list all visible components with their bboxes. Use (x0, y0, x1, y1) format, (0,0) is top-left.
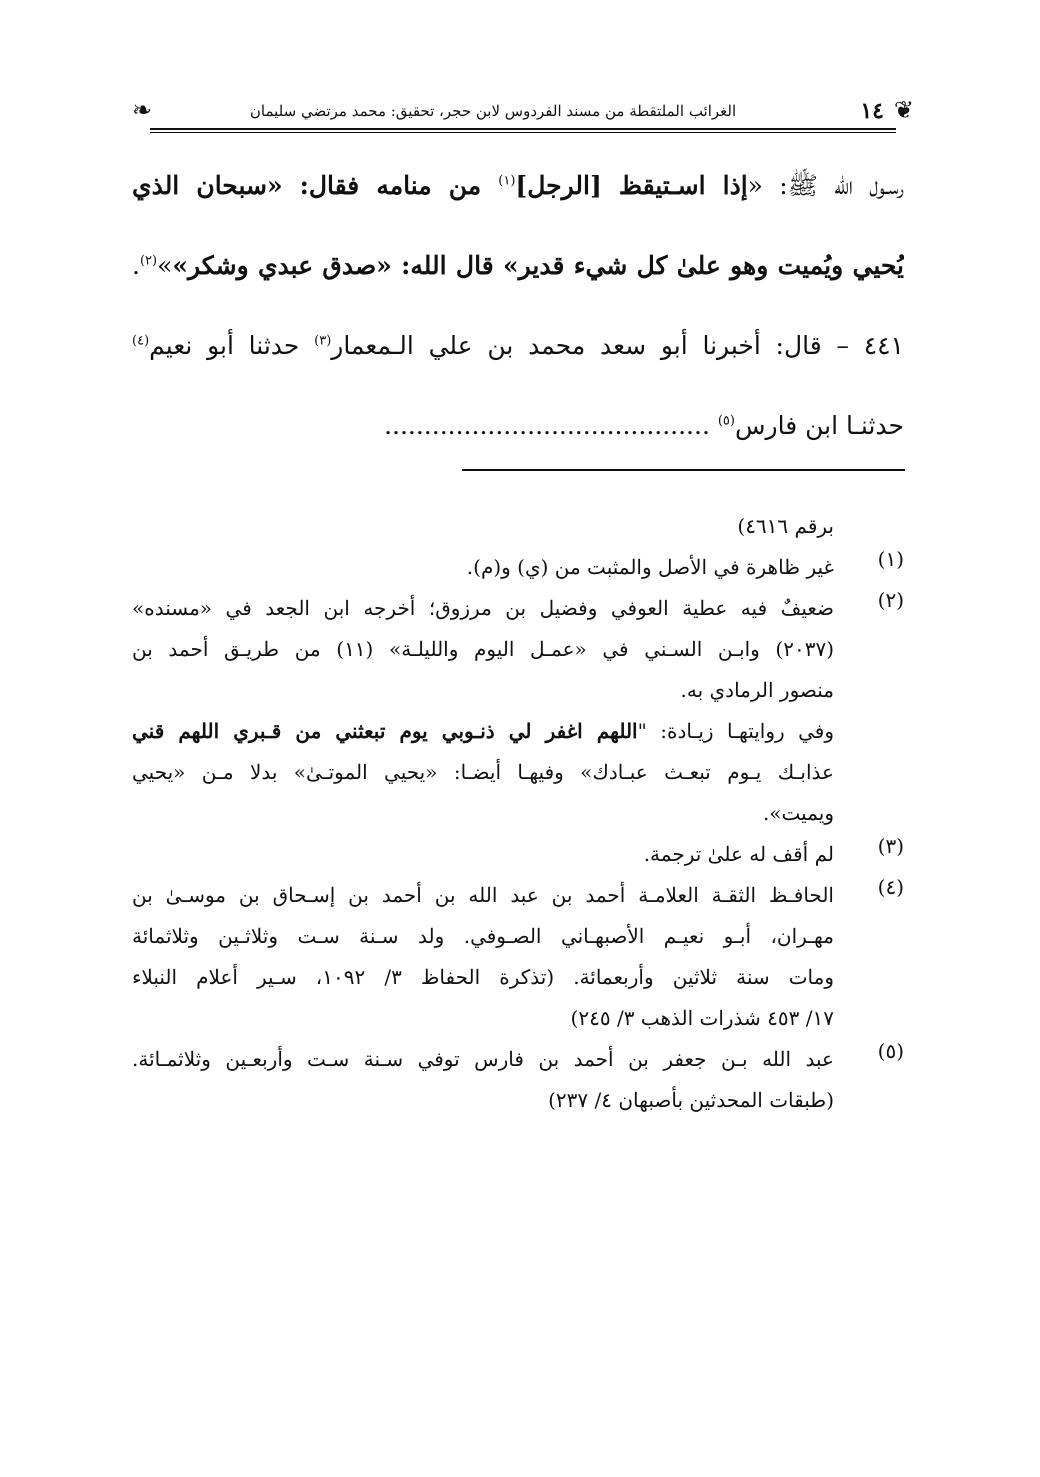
header-rule (150, 128, 896, 130)
main-text (132, 146, 904, 466)
footnote-line: ويميت». (762, 801, 834, 825)
hadith-text: إذا اسـتيقظ [الرجل] (515, 171, 748, 200)
footnote-supplication: اللهم اغفر لي ذنـوبي يوم تبعثني من قـبري اللهم قني (132, 719, 638, 743)
footnote-separator (462, 469, 905, 471)
ellipsis-dots: ......................................... (384, 411, 718, 440)
footnote-line: (٢٠٣٧) وابـن السـني في «عمـل اليوم والليلـة» (١١) من طريـق أحمد بن (132, 637, 834, 661)
footnote-line: (طبقات المحدثين بأصبهان ٤/ ٢٣٧) (548, 1088, 834, 1112)
running-header (132, 92, 914, 132)
footnote-line: لم أقف له علىٰ ترجمة. (643, 842, 834, 866)
footnote-ref-5: (٥) (717, 413, 735, 429)
main-line-1 (132, 146, 904, 226)
main-text-span: ٤٤١ – قال: أخبرنا أبو سعد محمد بن علي الـمعمار (331, 331, 904, 360)
footnote-line: ١٧/ ٤٥٣ شذرات الذهب ٣/ ٢٤٥) (570, 1006, 834, 1030)
footnotes (132, 506, 904, 1121)
footnote-5 (132, 1039, 904, 1121)
footnote-line (132, 711, 834, 752)
footnote-line: ومات سنة ثلاثين وأربعمائة. (تذكرة الحفاظ ٣/ ١٠٩٢، سـير أعلام النبلاء (132, 965, 834, 989)
footnote-ref-1: (١) (498, 173, 516, 189)
footnote-number: (٣) (877, 834, 904, 858)
main-text-span: حدثنا أبو نعيم (149, 331, 315, 360)
footnote-line: منصور الرمادي به. (680, 678, 834, 702)
main-text-span: » (157, 251, 173, 280)
main-line-4 (132, 386, 904, 466)
main-line-3 (132, 306, 904, 386)
footnote-number: (٢) (877, 588, 904, 612)
header-title: الغرائب الملتقطة من مسند الفردوس لابن حجر، تحقيق: محمد مرتضي سليمان (249, 102, 737, 120)
footnote-line: عذابـك يـوم تبعـث عبـادك» وفيهـا أيضـا: «يحيي الموتـىٰ» بدلا مـن «يحيي (132, 760, 834, 784)
ornament-left-icon: ❧ (132, 96, 153, 124)
main-text-span: حدثنـا ابن فارس (734, 411, 904, 440)
footnote-4 (132, 875, 904, 1039)
footnote-number: (٤) (877, 875, 904, 899)
footnote-2 (132, 588, 904, 834)
footnote-line: ضعيفٌ فيه عطية العوفي وفضيل بن مرزوق؛ أخرجه ابن الجعد في «مسنده» (132, 596, 834, 620)
footnote-3 (132, 834, 904, 875)
footnote-ref-3: (٣) (314, 333, 332, 349)
footnote-number: (١) (877, 547, 904, 571)
main-line-2 (132, 226, 904, 306)
footnote-ref-4: (٤) (132, 333, 150, 349)
footnote-line: غير ظاهرة في الأصل والمثبت من (ي) و(م). (466, 555, 834, 579)
header-rule-thin (150, 132, 896, 133)
footnote-carryover: برقم ٤٦١٦) (737, 514, 834, 538)
hadith-text: من منامه فقال: «سبحان الذي (132, 171, 499, 200)
footnote-line: عبد الله بـن جعفر بن أحمد بن فارس توفي سـنة سـت وأربعـين وثلاثمـائة. (132, 1047, 834, 1071)
footnote-line: مهـران، أبـو نعيـم الأصبهـاني الصـوفي. ولد سـنة سـت وثلاثـين وثلاثمائة (132, 924, 834, 948)
footnote-ref-2: (٢) (139, 253, 158, 269)
hadith-text: يُحيي ويُميت وهو علىٰ كل شيء قدير» قال الله: «صدق عبدي وشكر» (172, 251, 904, 280)
footnote-number: (٥) (877, 1039, 904, 1063)
footnote-line: الحافـظ الثقـة العلامـة أحمد بن عبد الله بن أحمد بن إسـحاق بن موسـىٰ بن (132, 883, 834, 907)
main-text-span: رسـول الله ﷺ: « (747, 171, 904, 200)
footnote-1 (132, 547, 904, 588)
page-number: ١٤ (860, 98, 884, 124)
ornament-right-icon: ❦ (893, 96, 914, 124)
footnote-text: وفي روايتهـا زيـادة: " (637, 719, 834, 743)
main-text-span: . (132, 251, 140, 280)
